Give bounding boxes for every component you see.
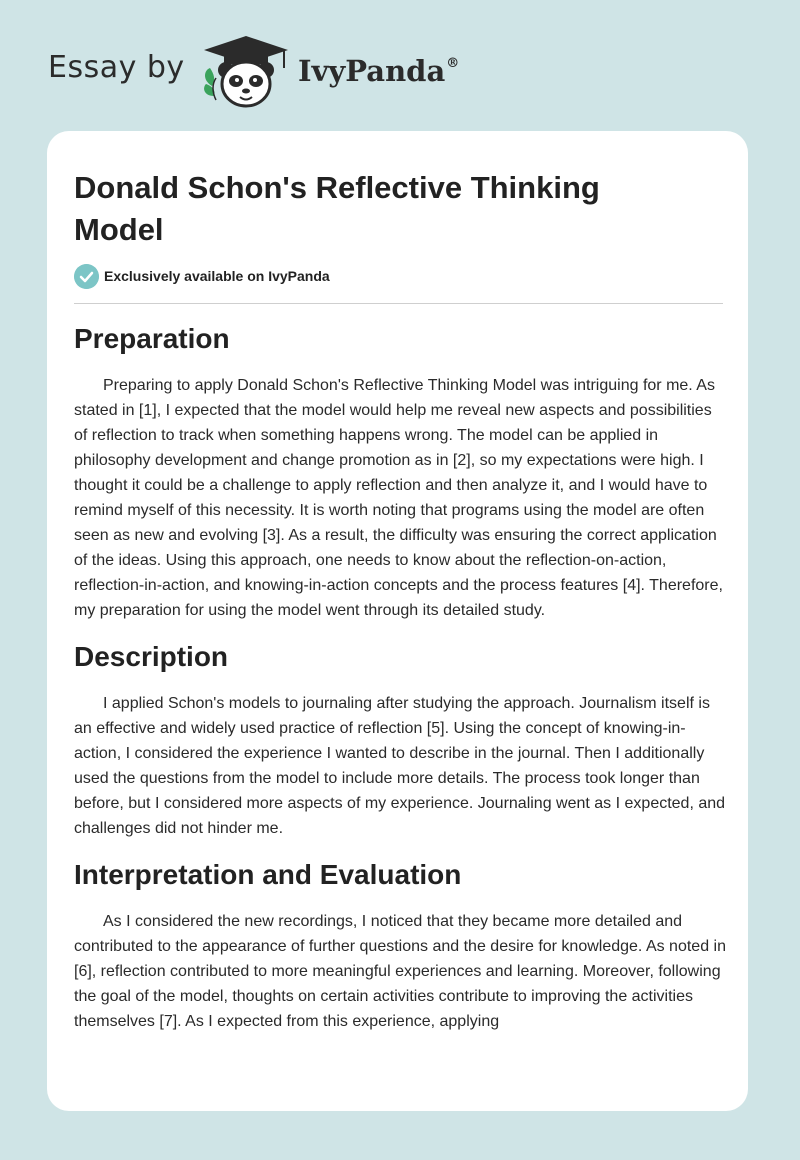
article-card	[47, 131, 748, 1111]
section-preparation	[74, 321, 726, 623]
divider	[74, 303, 723, 304]
registered-mark: ®	[446, 56, 460, 71]
section-interpretation	[74, 857, 726, 1034]
check-icon	[74, 264, 99, 289]
brand-name: IvyPanda®	[298, 54, 460, 88]
section-heading: Description	[74, 641, 229, 672]
section-description	[74, 639, 726, 841]
section-heading: Interpretation and Evaluation	[74, 859, 462, 890]
page-title: Donald Schon's Reflective Thinking Model	[74, 170, 600, 247]
panda-graduate-icon	[198, 34, 294, 110]
site-header	[0, 0, 800, 130]
exclusive-badge-label: Exclusively available on IvyPanda	[104, 268, 330, 284]
paragraph: As I considered the new recordings, I noticed that they became more detailed and contributed to the appearance of further questions and the desire for knowledge. As noted in [6], reflection contributed to more meaningful experiences and learning. Moreover, following the goal of the model, thoughts on certain activities contribute to improving the activities themselves [7]. As I expected from this experience, applying	[74, 913, 726, 1030]
essay-by-label: Essay by	[48, 50, 185, 85]
paragraph: Preparing to apply Donald Schon's Reflective Thinking Model was intriguing for me. As stated in [1], I expected that the model would help me reveal new aspects and possibilities of reflection to track when something happens wrong. The model can be applied in philosophy development and change promotion as in [2], so my expectations were high. I thought it could be a challenge to apply reflection and then analyze it, and I would have to remind myself of this necessity. It is worth noting that programs using the model are often seen as new and evolving [3]. As a result, the difficulty was ensuring the correct application of the ideas. Using this approach, one needs to know about the reflection-on-action, reflection-in-action, and knowing-in-action concepts and the process features [4]. Therefore, my preparation for using the model went through its detailed study.	[74, 377, 723, 619]
section-heading: Preparation	[74, 323, 230, 354]
exclusive-badge	[74, 263, 330, 289]
paragraph: I applied Schon's models to journaling after studying the approach. Journalism itself is an effective and widely used practice of reflection [5]. Using the concept of knowing-in-action, I considered the experience I wanted to describe in the journal. Then I additionally used the questions from the model to include more details. The process took longer than before, but I considered more aspects of my experience. Journaling went as I expected, and challenges did not hinder me.	[74, 695, 726, 837]
article-body	[74, 321, 726, 1050]
